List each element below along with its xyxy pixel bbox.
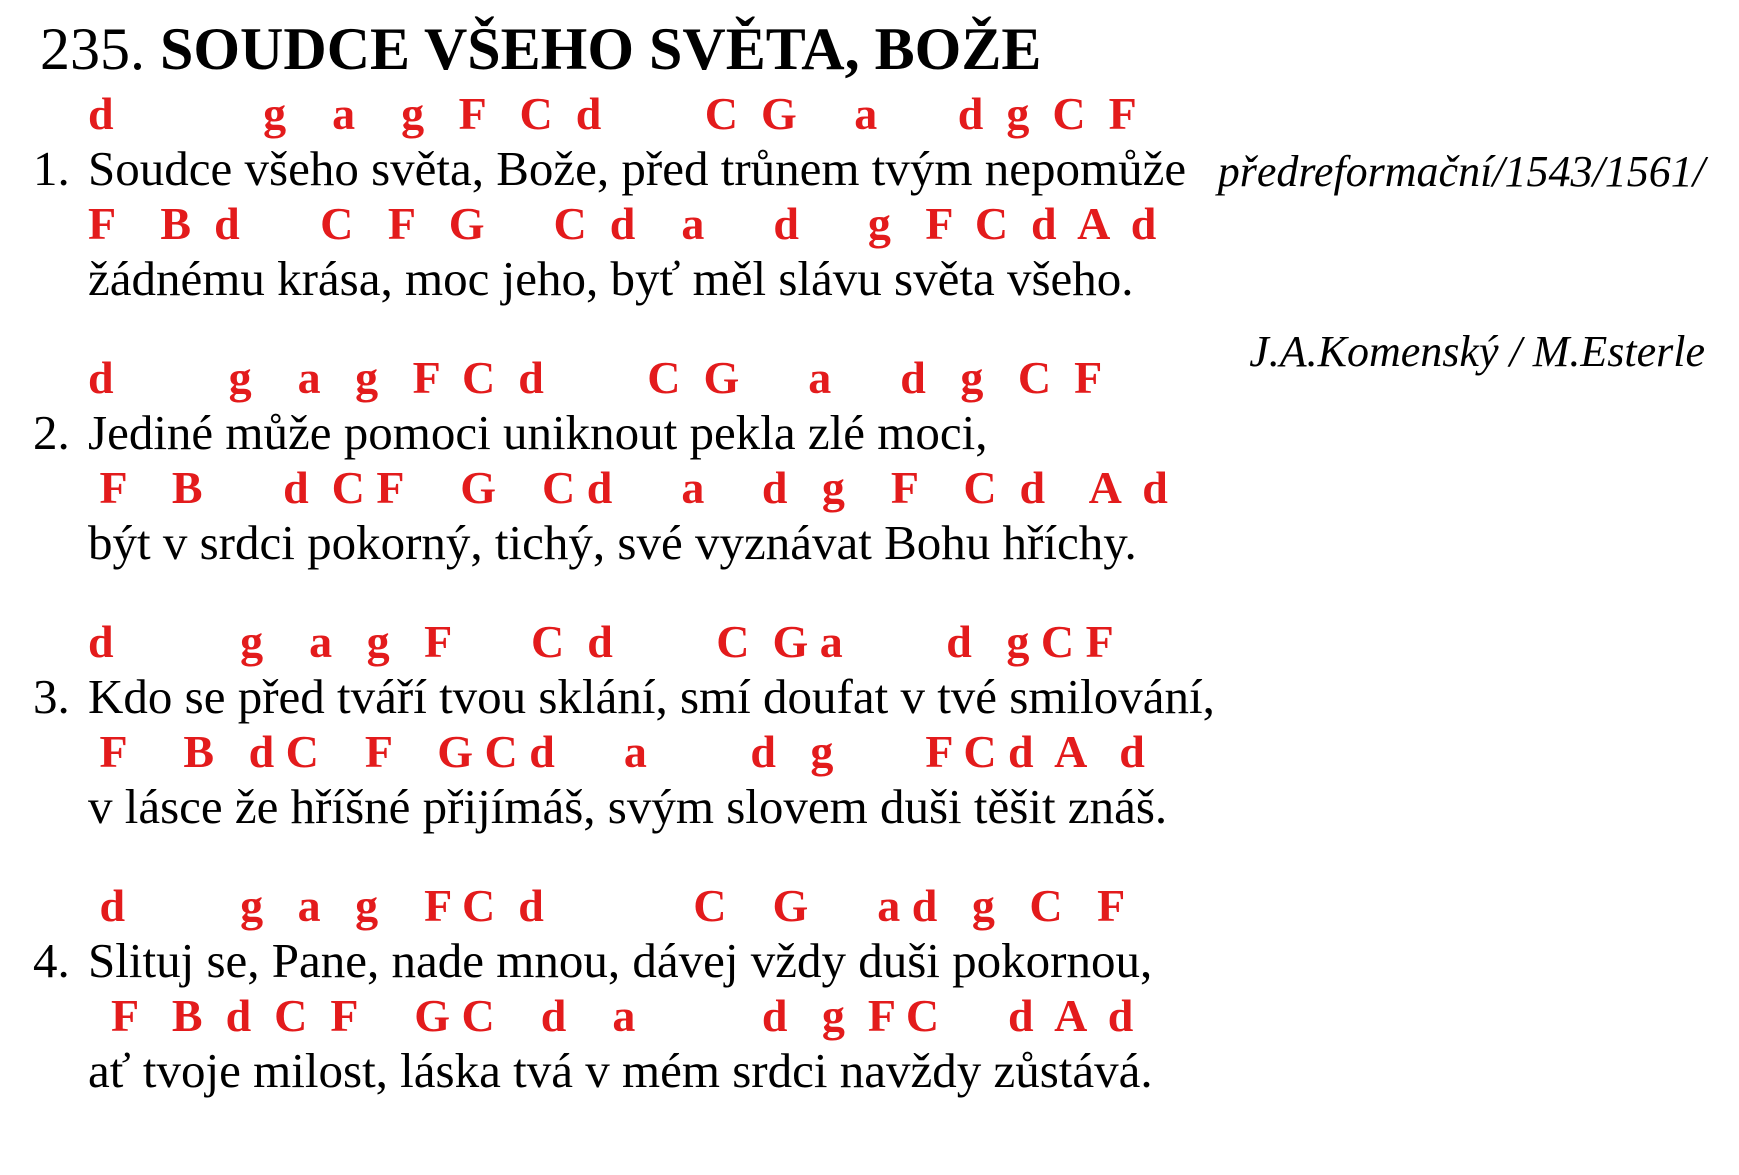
verse-number: 1. (33, 141, 70, 196)
chord-line: F B d C F G C d a d g F C d A d (88, 726, 1145, 777)
lyric-text: Slituj se, Pane, nade mnou, dávej vždy duši pokornou, (88, 933, 1153, 988)
verse-number: 2. (33, 405, 70, 460)
verse-4 (0, 878, 1739, 1098)
chord-line: d g a g F C d C G a d g C F (88, 880, 1126, 931)
chord-line: F B d C F G C d a d g F C d A d (88, 198, 1157, 249)
chord-line: d g a g F C d C G a d g C F (88, 616, 1114, 667)
song-meta (1218, 22, 1705, 502)
verse-3 (0, 614, 1739, 834)
lyric-text: Jediné může pomoci uniknout pekla zlé moci, (88, 405, 988, 460)
lyric-line (0, 669, 1739, 724)
lyric-line: být v srdci pokorný, tichý, své vyznávat Bohu hříchy. (88, 515, 1137, 570)
song-number: 235. (40, 16, 145, 82)
verse-number: 3. (33, 669, 70, 724)
title-separator (145, 16, 160, 82)
lyric-line: ať tvoje milost, láska tvá v mém srdci navždy zůstává. (88, 1043, 1153, 1098)
song-source: předreformační/1543/1561/ (1217, 147, 1705, 196)
verse-number: 4. (33, 933, 70, 988)
song-authors: J.A.Komenský / M.Esterle (1249, 327, 1705, 376)
lyric-line (0, 933, 1739, 988)
chord-line: d g a g F C d C G a d g C F (88, 352, 1103, 403)
lyric-line: v lásce že hříšné přijímáš, svým slovem duši těšit znáš. (88, 779, 1168, 834)
lyric-text: Kdo se před tváří tvou sklání, smí doufat v tvé smilování, (88, 669, 1215, 724)
lyric-text: Soudce všeho světa, Bože, před trůnem tvým nepomůže (88, 141, 1187, 196)
chord-line: F B d C F G C d a d g F C d A d (88, 990, 1134, 1041)
lyric-line: žádnému krása, moc jeho, byť měl slávu světa všeho. (88, 251, 1134, 306)
chord-line: d g a g F C d C G a d g C F (88, 88, 1137, 139)
song-title: SOUDCE VŠEHO SVĚTA, BOŽE (160, 16, 1042, 82)
chord-line: F B d C F G C d a d g F C d A d (88, 462, 1168, 513)
